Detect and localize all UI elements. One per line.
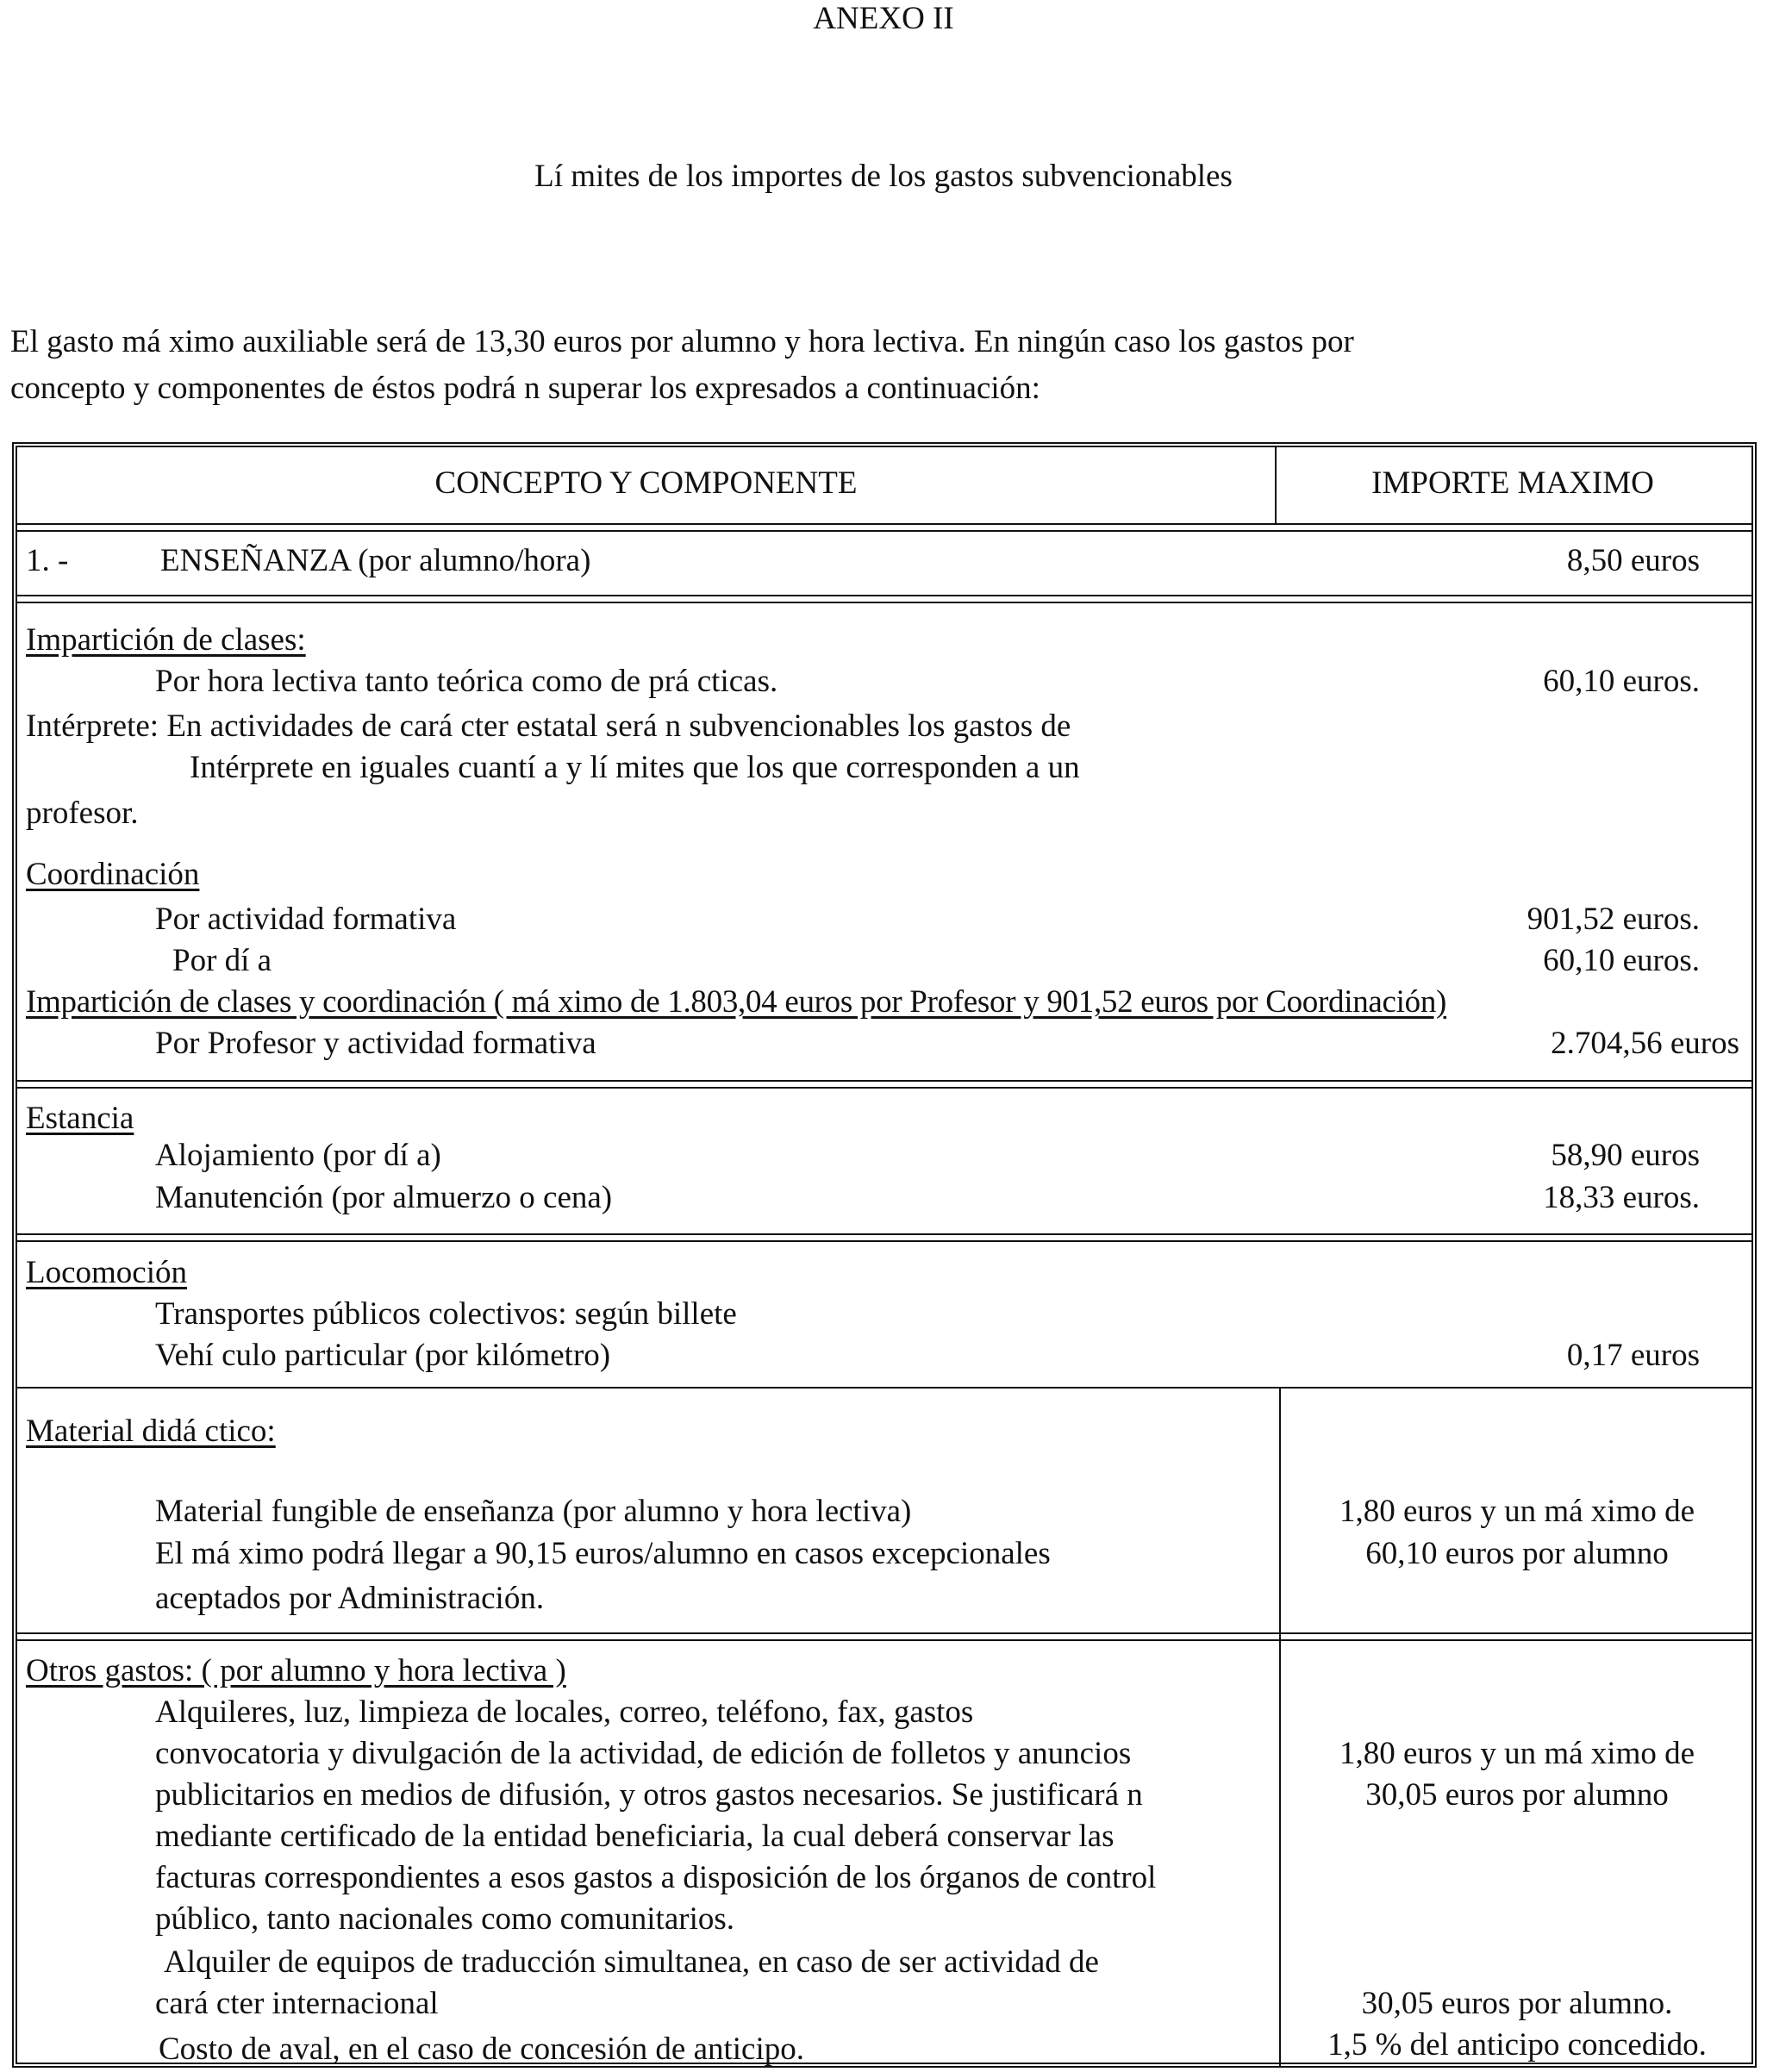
interprete-line-1: Intérprete: En actividades de cará cter estatal será n subvencionables los gastos de <box>26 708 1071 744</box>
otros-amount-4: 1,5 % del anticipo concedido. <box>1327 2027 1707 2063</box>
intro-line-1: El gasto má ximo auxiliable será de 13,30 euros por alumno y hora lectiva. En ningún caso los gastos por <box>10 324 1354 359</box>
coordinacion-divider <box>17 1080 1751 1089</box>
interprete-line-2: Intérprete en iguales cuantí a y lí mites que los que corresponden a un <box>190 750 1080 785</box>
material-line-1: Material fungible de enseñanza (por alumno y hora lectiva) <box>155 1494 912 1529</box>
estancia-line-1-amount: 58,90 euros <box>1551 1138 1700 1173</box>
ensenanza-divider <box>17 595 1751 603</box>
ensenanza-label: ENSEÑANZA (por alumno/hora) <box>160 543 591 578</box>
otros-line-4: mediante certificado de la entidad beneficiaria, la cual deberá conservar las <box>155 1819 1115 1854</box>
otros-line-1: Alquileres, luz, limpieza de locales, correo, teléfono, fax, gastos <box>155 1694 974 1730</box>
coordinacion-heading: Coordinación <box>26 857 200 892</box>
material-line-3: aceptados por Administración. <box>155 1581 545 1616</box>
header-divider <box>17 523 1751 532</box>
estancia-heading: Estancia <box>26 1101 134 1136</box>
material-line-2: El má ximo podrá llegar a 90,15 euros/alumno en casos excepcionales <box>155 1536 1051 1571</box>
otros-heading: Otros gastos: ( por alumno y hora lectiva ) <box>26 1653 566 1688</box>
coordinacion-line-3-amount: 2.704,56 euros <box>1551 1026 1739 1061</box>
expense-limits-table <box>12 442 1757 2068</box>
coordinacion-line-2-amount: 60,10 euros. <box>1543 943 1700 978</box>
material-divider <box>17 1632 1751 1641</box>
locomocion-line-2-amount: 0,17 euros <box>1566 1338 1700 1373</box>
otros-line-6: público, tanto nacionales como comunitarios. <box>155 1901 734 1937</box>
otros-line-8: cará cter internacional <box>155 1986 439 2021</box>
otros-line-5: facturas correspondientes a esos gastos a disposición de los órganos de control <box>155 1860 1157 1895</box>
locomocion-line-2: Vehí culo particular (por kilómetro) <box>155 1338 611 1373</box>
otros-amount-1: 1,80 euros y un má ximo de <box>1339 1736 1695 1771</box>
coordinacion-line-1-amount: 901,52 euros. <box>1527 902 1700 937</box>
otros-line-7: Alquiler de equipos de traducción simultanea, en caso de ser actividad de <box>164 1944 1099 1980</box>
coordinacion-line-3: Por Profesor y actividad formativa <box>155 1026 596 1061</box>
estancia-line-1: Alojamiento (por dí a) <box>155 1138 441 1173</box>
otros-line-3: publicitarios en medios de difusión, y otros gastos necesarios. Se justificará n <box>155 1777 1143 1813</box>
material-amount-1: 1,80 euros y un má ximo de <box>1339 1494 1695 1529</box>
ensenanza-number: 1. - <box>26 543 69 578</box>
ensenanza-amount: 8,50 euros <box>1566 543 1700 578</box>
estancia-line-2: Manutención (por almuerzo o cena) <box>155 1180 613 1215</box>
otros-amount-2: 30,05 euros por alumno <box>1365 1777 1669 1813</box>
otros-line-2: convocatoria y divulgación de la actividad, de edición de folletos y anuncios <box>155 1736 1132 1771</box>
interprete-line-3: profesor. <box>26 796 139 831</box>
bottom-column-divider <box>1279 1387 1281 2068</box>
coordinacion-line-1: Por actividad formativa <box>155 902 457 937</box>
material-amount-2: 60,10 euros por alumno <box>1365 1536 1669 1571</box>
locomocion-line-1: Transportes públicos colectivos: según billete <box>155 1296 737 1332</box>
imparticion-line-1: Por hora lectiva tanto teórica como de prá cticas. <box>155 664 778 699</box>
otros-amount-3: 30,05 euros por alumno. <box>1361 1986 1673 2021</box>
header-amount: IMPORTE MAXIMO <box>1371 465 1654 501</box>
material-heading: Material didá ctico: <box>26 1414 276 1449</box>
annex-title: ANEXO II <box>813 1 954 36</box>
estancia-divider <box>17 1233 1751 1242</box>
imparticion-line-1-amount: 60,10 euros. <box>1543 664 1700 699</box>
intro-line-2: concepto y componentes de éstos podrá n superar los expresados a continuación: <box>10 371 1040 406</box>
imparticion-heading: Impartición de clases: <box>26 622 306 658</box>
estancia-line-2-amount: 18,33 euros. <box>1543 1180 1700 1215</box>
header-concept: CONCEPTO Y COMPONENTE <box>434 465 858 501</box>
otros-line-9: Costo de aval, en el caso de concesión de anticipo. <box>159 2031 804 2067</box>
locomocion-divider <box>17 1387 1751 1389</box>
locomocion-heading: Locomoción <box>26 1255 188 1290</box>
coordinacion-line-2: Por dí a <box>172 943 272 978</box>
document-subtitle: Lí mites de los importes de los gastos subvencionables <box>534 159 1233 194</box>
coordinacion-combined-heading: Impartición de clases y coordinación ( má ximo de 1.803,04 euros por Profesor y 901,52 euros por Coordinación) <box>26 984 1447 1020</box>
